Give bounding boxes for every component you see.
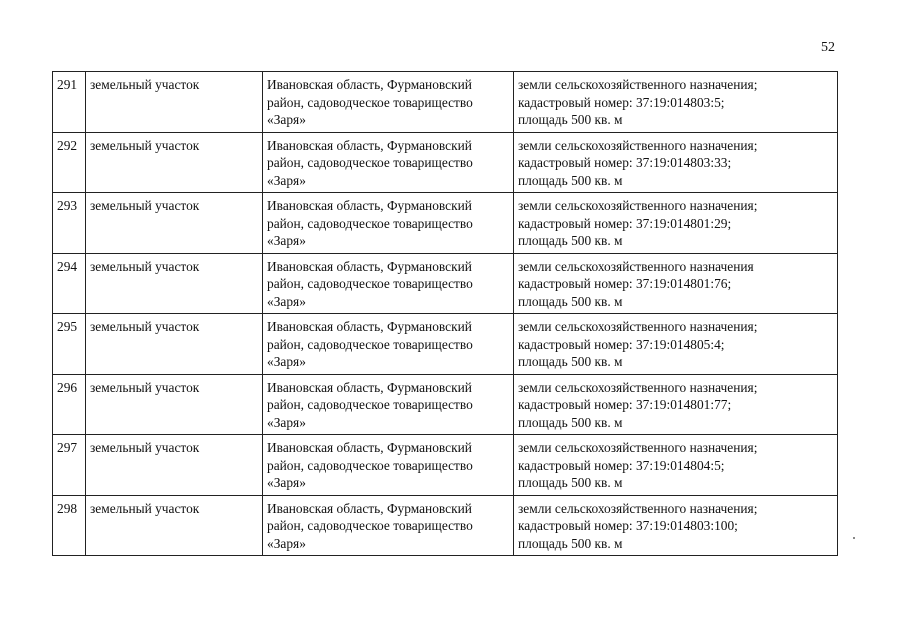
address-line: «Заря» [267, 293, 306, 309]
description-line: площадь 500 кв. м [518, 475, 623, 490]
property-table-body [53, 72, 838, 556]
address-line: Ивановская область, Фурмановский [267, 258, 472, 274]
address-cell [263, 435, 514, 496]
address-line: район, садоводческое товарищество [267, 155, 473, 170]
row-number-cell: 298 [53, 495, 86, 556]
description-line: земли сельскохозяйственного назначения; [518, 77, 758, 92]
address-line: «Заря» [267, 414, 306, 430]
description-line: площадь 500 кв. м [518, 172, 623, 188]
address-line: «Заря» [267, 475, 306, 490]
address-line: район, садоводческое товарищество [267, 94, 473, 110]
address-line: Ивановская область, Фурмановский [267, 198, 472, 213]
address-line: район, садоводческое товарищество [267, 457, 473, 473]
row-number-cell: 291 [53, 72, 86, 133]
address-line: район, садоводческое товарищество [267, 397, 473, 412]
description-line: площадь 500 кв. м [518, 414, 623, 430]
address-cell [263, 374, 514, 435]
address-line: Ивановская область, Фурмановский [267, 77, 472, 92]
description-line: кадастровый номер: 37:19:014801:29; [518, 215, 732, 231]
object-type-cell: земельный участок [86, 132, 263, 193]
row-number-cell: 297 [53, 435, 86, 496]
table-row [53, 193, 838, 254]
object-type-cell: земельный участок [86, 72, 263, 133]
description-line: кадастровый номер: 37:19:014804:5; [518, 457, 725, 473]
row-number-cell: 296 [53, 374, 86, 435]
description-line: площадь 500 кв. м [518, 354, 623, 369]
description-line: площадь 500 кв. м [518, 293, 623, 309]
description-line: земли сельскохозяйственного назначения; [518, 379, 758, 395]
address-line: район, садоводческое товарищество [267, 215, 473, 231]
description-line: кадастровый номер: 37:19:014805:4; [518, 336, 725, 352]
description-cell [514, 253, 838, 314]
table-row [53, 374, 838, 435]
address-cell [263, 495, 514, 556]
description-line: земли сельскохозяйственного назначения; [518, 319, 758, 334]
object-type-cell: земельный участок [86, 253, 263, 314]
description-line: кадастровый номер: 37:19:014801:77; [518, 397, 732, 412]
object-type-cell: земельный участок [86, 435, 263, 496]
row-number-cell: 292 [53, 132, 86, 193]
address-line: «Заря» [267, 112, 306, 127]
table-row [53, 253, 838, 314]
description-line: кадастровый номер: 37:19:014803:100; [518, 518, 738, 533]
address-line: Ивановская область, Фурмановский [267, 137, 472, 153]
address-line: Ивановская область, Фурмановский [267, 379, 472, 395]
description-line: кадастровый номер: 37:19:014803:5; [518, 94, 725, 110]
description-cell [514, 193, 838, 254]
description-cell [514, 495, 838, 556]
address-line: район, садоводческое товарищество [267, 276, 473, 291]
property-table [52, 71, 838, 556]
description-line: земли сельскохозяйственного назначения; [518, 198, 758, 213]
address-cell [263, 72, 514, 133]
address-cell [263, 193, 514, 254]
address-cell [263, 132, 514, 193]
description-line: площадь 500 кв. м [518, 233, 623, 248]
table-row [53, 495, 838, 556]
description-cell [514, 72, 838, 133]
table-row [53, 72, 838, 133]
description-line: земли сельскохозяйственного назначения; [518, 440, 758, 455]
scan-speck [853, 537, 855, 539]
description-cell [514, 374, 838, 435]
object-type-cell: земельный участок [86, 193, 263, 254]
description-line: земли сельскохозяйственного назначения [518, 258, 754, 274]
description-line: кадастровый номер: 37:19:014803:33; [518, 155, 732, 170]
address-line: Ивановская область, Фурмановский [267, 500, 472, 516]
address-line: Ивановская область, Фурмановский [267, 440, 472, 455]
description-line: кадастровый номер: 37:19:014801:76; [518, 276, 732, 291]
address-cell [263, 253, 514, 314]
row-number-cell: 293 [53, 193, 86, 254]
description-cell [514, 435, 838, 496]
table-row [53, 132, 838, 193]
page-number: 52 [821, 40, 835, 55]
address-line: район, садоводческое товарищество [267, 336, 473, 352]
description-line: площадь 500 кв. м [518, 535, 623, 551]
object-type-cell: земельный участок [86, 314, 263, 375]
address-line: «Заря» [267, 172, 306, 188]
address-line: район, садоводческое товарищество [267, 518, 473, 533]
address-line: «Заря» [267, 354, 306, 369]
address-line: «Заря» [267, 535, 306, 551]
description-cell [514, 314, 838, 375]
description-cell [514, 132, 838, 193]
object-type-cell: земельный участок [86, 495, 263, 556]
row-number-cell: 295 [53, 314, 86, 375]
table-row [53, 314, 838, 375]
description-line: земли сельскохозяйственного назначения; [518, 137, 758, 153]
address-cell [263, 314, 514, 375]
row-number-cell: 294 [53, 253, 86, 314]
address-line: «Заря» [267, 233, 306, 248]
table-row [53, 435, 838, 496]
address-line: Ивановская область, Фурмановский [267, 319, 472, 334]
object-type-cell: земельный участок [86, 374, 263, 435]
description-line: площадь 500 кв. м [518, 112, 623, 127]
description-line: земли сельскохозяйственного назначения; [518, 500, 758, 516]
